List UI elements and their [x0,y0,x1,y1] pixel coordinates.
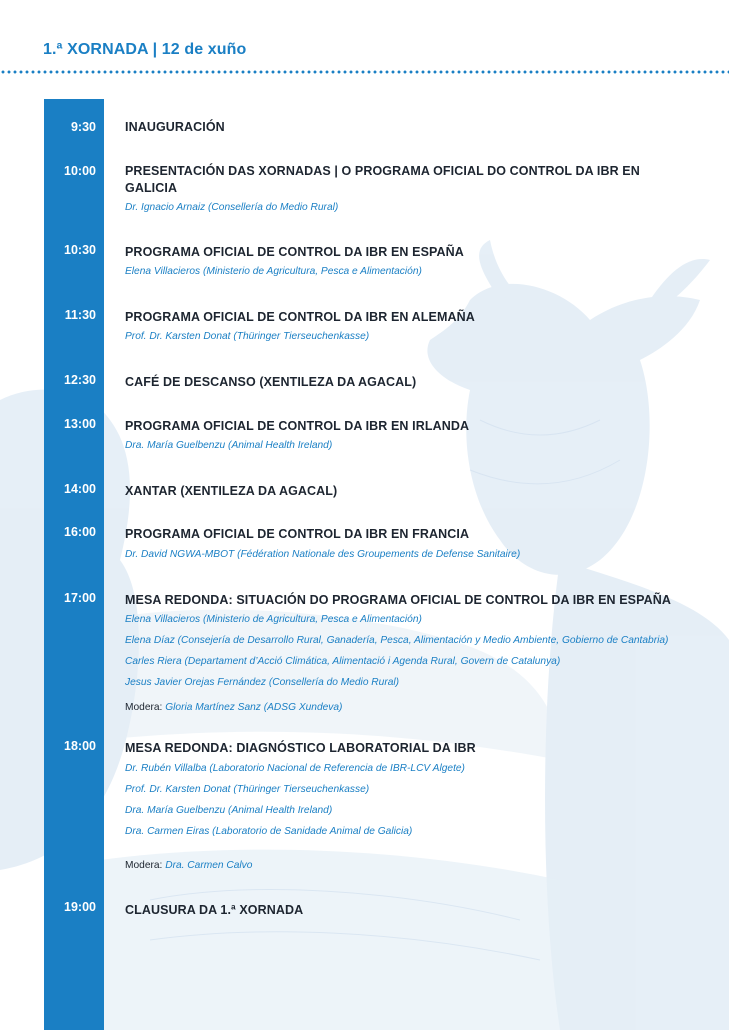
dotted-divider [0,70,729,74]
moderator-name: Dra. Carmen Calvo [165,860,253,871]
header-separator: | [148,41,162,58]
time-column-bar [44,99,104,1030]
session-time: 17:00 [64,591,96,605]
speaker: Dra. María Guelbenzu (Animal Health Ireland) [125,805,333,816]
date-label: 12 de xuño [161,41,247,58]
session-time: 10:30 [64,243,96,257]
speaker: Dra. María Guelbenzu (Animal Health Ireland) [125,440,333,451]
session-title: PROGRAMA OFICIAL DE CONTROL DA IBR EN ALEMAÑA [125,310,475,324]
session-title: MESA REDONDA: SITUACIÓN DO PROGRAMA OFICIAL DE CONTROL DA IBR EN ESPAÑA [125,593,672,607]
speaker: Prof. Dr. Karsten Donat (Thüringer Tierseuchenkasse) [125,331,370,342]
speaker: Prof. Dr. Karsten Donat (Thüringer Tierseuchenkasse) [125,784,370,795]
speaker: Dr. David NGWA-MBOT (Fédération Nationale des Groupements de Defense Sanitaire) [125,549,521,560]
session-title: XANTAR (XENTILEZA DA AGACAL) [125,484,338,498]
session-time: 19:00 [64,900,96,914]
speaker: Jesus Javier Orejas Fernández (Consellería do Medio Rural) [125,677,400,688]
session-time: 11:30 [64,308,96,322]
speaker: Elena Villacieros (Ministerio de Agricultura, Pesca e Alimentación) [125,614,422,625]
session-title: PROGRAMA OFICIAL DE CONTROL DA IBR EN FRANCIA [125,527,470,541]
speaker: Dr. Rubén Villalba (Laboratorio Nacional de Referencia de IBR-LCV Algete) [125,763,465,774]
session-title: PROGRAMA OFICIAL DE CONTROL DA IBR EN ESPAÑA [125,245,464,259]
day-label: 1.ª XORNADA [43,41,149,58]
session-time: 14:00 [64,482,96,496]
session-time: 18:00 [64,739,96,753]
speaker: Elena Díaz (Consejería de Desarrollo Rural, Ganadería, Pesca, Alimentación y Medio Ambiente, Gobierno de Cantabria) [125,635,669,646]
session-title: MESA REDONDA: DIAGNÓSTICO LABORATORIAL DA IBR [125,741,476,755]
session-time: 16:00 [64,525,96,539]
moderator-label: Modera: [125,860,163,871]
speaker: Dr. Ignacio Arnaiz (Consellería do Medio Rural) [125,202,339,213]
session-title: CAFÉ DE DESCANSO (XENTILEZA DA AGACAL) [125,375,417,389]
speaker: Carles Riera (Departament d’Acció Climática, Alimentació i Agenda Rural, Govern de Catalunya) [125,656,561,667]
speaker: Dra. Carmen Eiras (Laboratorio de Sanidade Animal de Galicia) [125,826,413,837]
session-time: 12:30 [64,373,96,387]
session-title: INAUGURACIÓN [125,120,225,134]
session-title: PROGRAMA OFICIAL DE CONTROL DA IBR EN IRLANDA [125,419,470,433]
session-title: CLAUSURA DA 1.ª XORNADA [125,903,304,917]
session-time: 9:30 [70,120,96,134]
moderator-name: Gloria Martínez Sanz (ADSG Xundeva) [165,702,343,713]
moderator-line [125,702,342,713]
session-time: 13:00 [64,417,96,431]
session-title: PRESENTACIÓN DAS XORNADAS | O PROGRAMA OFICIAL DO CONTROL DA IBR EN GALICIA [125,164,640,195]
moderator-line [125,860,252,871]
session-time: 10:00 [64,164,96,178]
speaker: Elena Villacieros (Ministerio de Agricultura, Pesca e Alimentación) [125,266,422,277]
page-header [43,41,246,59]
moderator-label: Modera: [125,702,163,713]
